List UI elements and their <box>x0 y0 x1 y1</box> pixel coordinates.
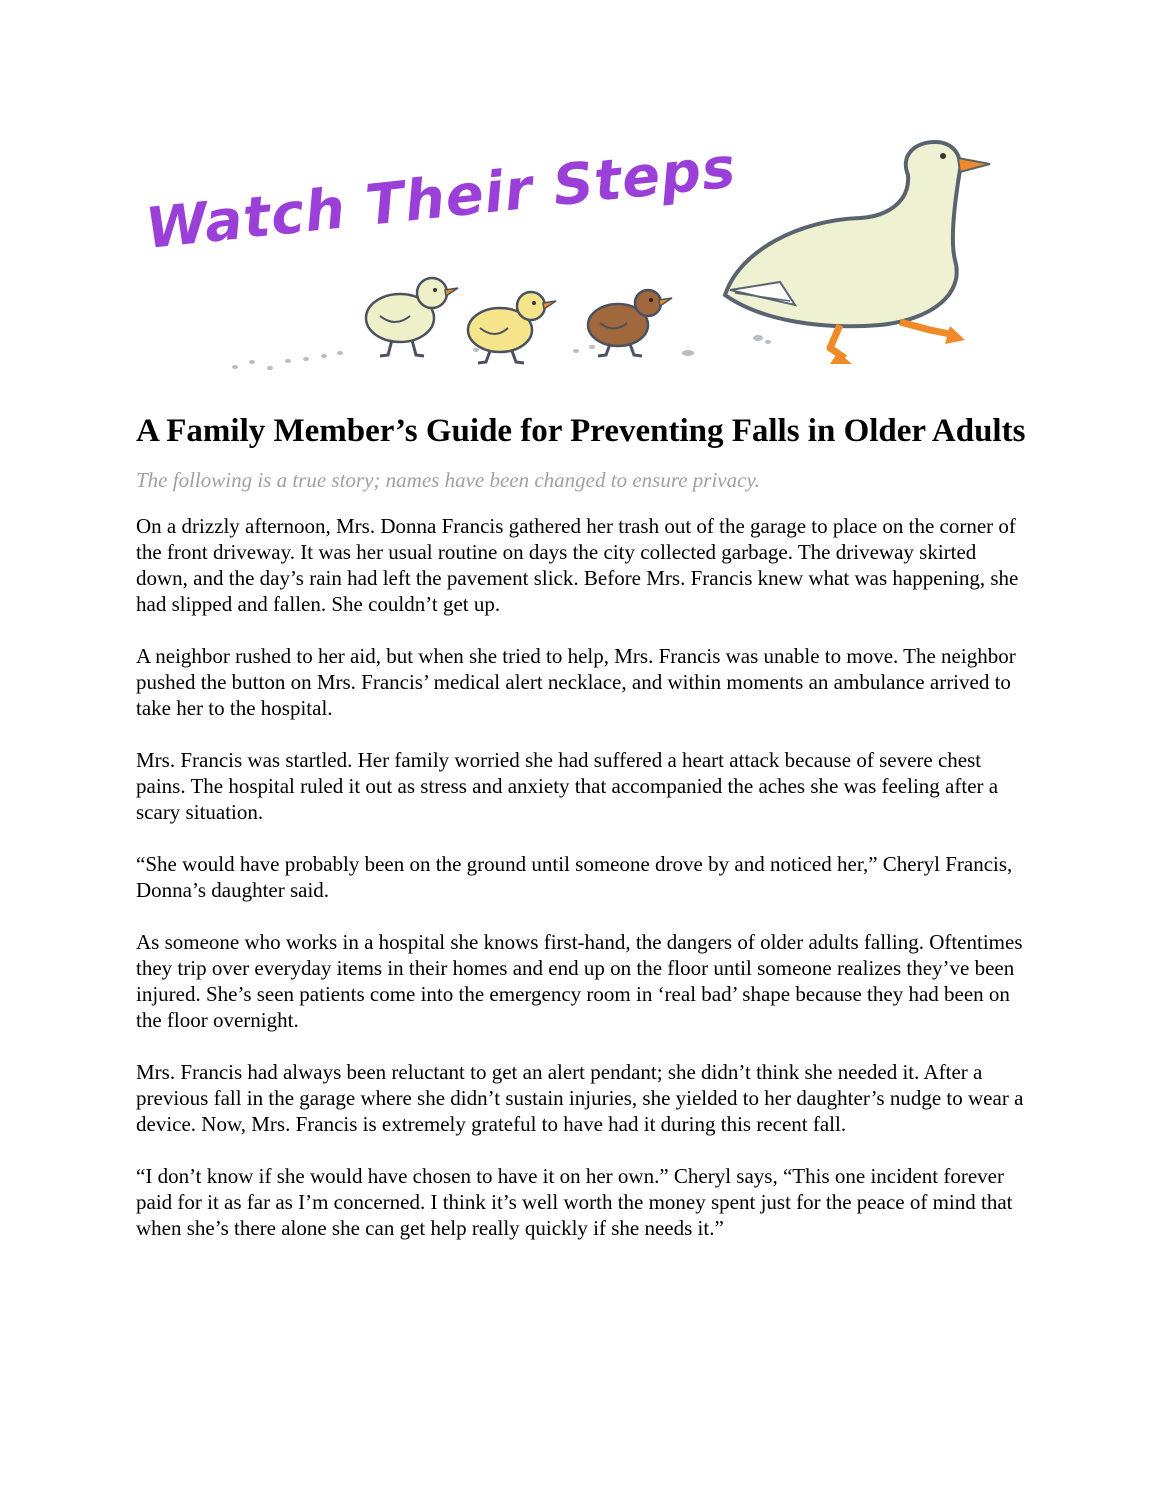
article-paragraph: “She would have probably been on the ground until someone drove by and noticed her,” Cheryl Francis, Donna’s daughter said. <box>136 852 1013 902</box>
article-paragraph: Mrs. Francis was startled. Her family worried she had suffered a heart attack because of severe chest pains. The hospital ruled it out as stress and anxiety that accompanied the aches she was feeling after a scary situation. <box>136 748 999 824</box>
article-paragraph: “I don’t know if she would have chosen to have it on her own.” Cheryl says, “This one incident forever paid for it as far as I’m concerned. I think it’s well worth the money spent just for the peace of mind that when she’s there alone she can get help really quickly if she needs it.” <box>136 1164 1013 1240</box>
page-title: A Family Member’s Guide for Preventing Falls in Older Adults <box>136 413 1026 449</box>
article <box>136 412 1026 1267</box>
article-paragraph: A neighbor rushed to her aid, but when she tried to help, Mrs. Francis was unable to move. The neighbor pushed the button on Mrs. Francis’ medical alert necklace, and within moments an ambulance arrived to take her to the hospital. <box>136 644 1016 720</box>
duckling-pale-icon <box>366 278 458 356</box>
duckling-yellow-icon <box>468 292 556 363</box>
article-paragraph: Mrs. Francis had always been reluctant to get an alert pendant; she didn’t think she needed it. After a previous fall in the garage where she didn’t sustain injuries, she yielded to her daughter’s nudge to wear a device. Now, Mrs. Francis is extremely grateful to have had it during this recent fall. <box>136 1060 1024 1136</box>
article-paragraph: On a drizzly afternoon, Mrs. Donna Francis gathered her trash out of the garage to place on the corner of the front driveway. It was her usual routine on days the city collected garbage. The driveway skirted down, and the day’s rain had left the pavement slick. Before Mrs. Francis knew what was happening, she had slipped and fallen. She couldn’t get up. <box>136 514 1019 616</box>
banner-svg <box>140 130 1020 390</box>
banner-illustration <box>140 130 1020 390</box>
article-subtitle: The following is a true story; names have been changed to ensure privacy. <box>136 468 760 492</box>
duckling-brown-icon <box>588 290 672 356</box>
article-paragraph: As someone who works in a hospital she knows first-hand, the dangers of older adults falling. Oftentimes they trip over everyday items in their homes and end up on the floor until someone realizes they’ve been injured. She’s seen patients come into the emergency room in ‘real bad’ shape because they had been on the floor overnight. <box>136 930 1023 1032</box>
banner-title-text: Watch Their Steps <box>142 135 740 262</box>
mother-duck-icon <box>725 142 990 364</box>
